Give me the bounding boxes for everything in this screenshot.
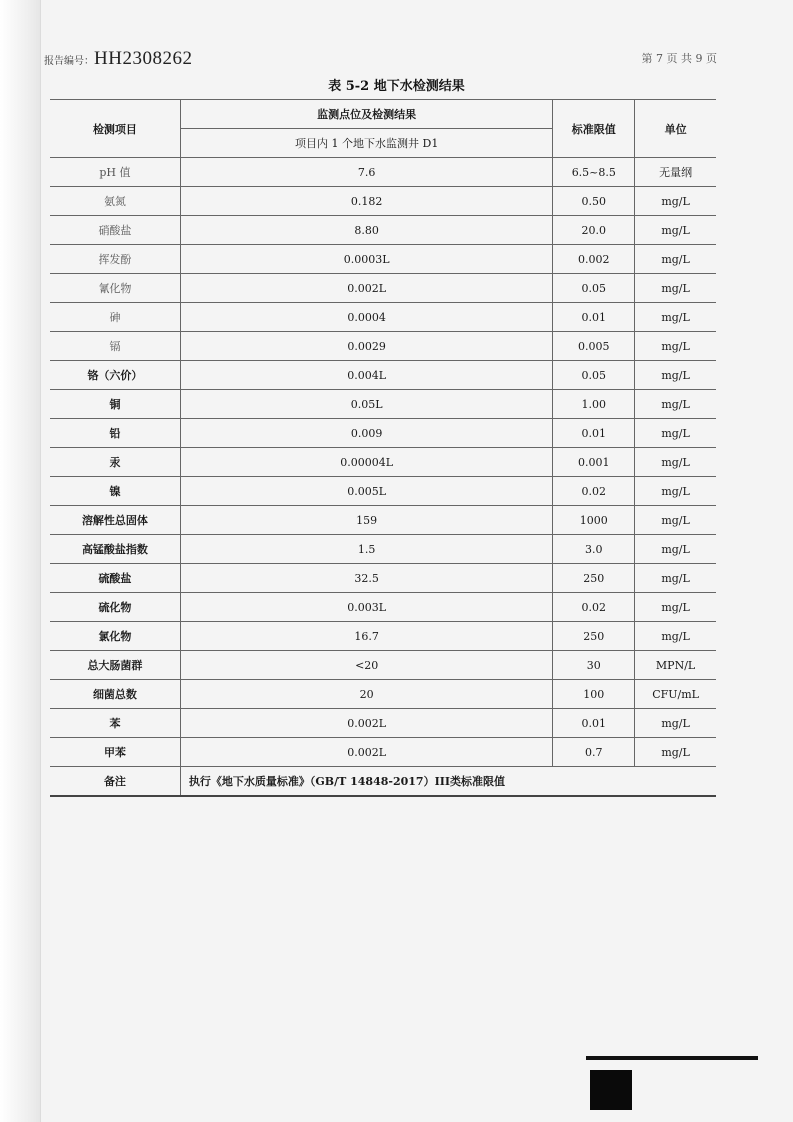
cell-result: 0.002L xyxy=(180,738,553,767)
cell-unit: mg/L xyxy=(635,216,716,245)
cell-result: 0.00004L xyxy=(180,448,553,477)
cell-unit: mg/L xyxy=(635,187,716,216)
cell-test-item: 氯化物 xyxy=(50,622,180,651)
cell-unit: mg/L xyxy=(635,245,716,274)
cell-test-item: 苯 xyxy=(50,709,180,738)
cell-limit: 0.002 xyxy=(553,245,635,274)
cell-test-item: 甲苯 xyxy=(50,738,180,767)
cell-unit: mg/L xyxy=(635,274,716,303)
cell-result: 0.182 xyxy=(180,187,553,216)
cell-unit: mg/L xyxy=(635,419,716,448)
table-row xyxy=(50,274,716,303)
cell-result: 0.004L xyxy=(180,361,553,390)
cell-unit: CFU/mL xyxy=(635,680,716,709)
cell-test-item: 镉 xyxy=(50,332,180,361)
cell-result: 32.5 xyxy=(180,564,553,593)
cell-unit: mg/L xyxy=(635,622,716,651)
cell-result: 0.0003L xyxy=(180,245,553,274)
cell-result: 159 xyxy=(180,506,553,535)
cell-unit: 无量纲 xyxy=(635,158,716,187)
report-number-header xyxy=(44,48,192,70)
cell-test-item: 汞 xyxy=(50,448,180,477)
cell-result: 0.002L xyxy=(180,274,553,303)
cell-result: 0.0004 xyxy=(180,303,553,332)
table-row xyxy=(50,245,716,274)
table-row xyxy=(50,303,716,332)
cell-test-item: 溶解性总固体 xyxy=(50,506,180,535)
table-row xyxy=(50,448,716,477)
cell-limit: 0.7 xyxy=(553,738,635,767)
table-row xyxy=(50,419,716,448)
table-row xyxy=(50,738,716,767)
cell-test-item: 细菌总数 xyxy=(50,680,180,709)
cell-unit: mg/L xyxy=(635,448,716,477)
cell-limit: 0.01 xyxy=(553,419,635,448)
cell-test-item: 镍 xyxy=(50,477,180,506)
cell-limit: 100 xyxy=(553,680,635,709)
table-row xyxy=(50,680,716,709)
table-row xyxy=(50,361,716,390)
table-row xyxy=(50,158,716,187)
table-row xyxy=(50,622,716,651)
footer-mark xyxy=(590,1070,632,1110)
header-test-item: 检测项目 xyxy=(50,100,180,158)
table-row xyxy=(50,187,716,216)
cell-result: 8.80 xyxy=(180,216,553,245)
table-row xyxy=(50,709,716,738)
cell-limit: 250 xyxy=(553,564,635,593)
cell-test-item: 挥发酚 xyxy=(50,245,180,274)
cell-unit: mg/L xyxy=(635,361,716,390)
header-location-result: 监测点位及检测结果 xyxy=(180,100,553,129)
page-binding-edge xyxy=(0,0,41,1122)
cell-test-item: 铅 xyxy=(50,419,180,448)
table-row xyxy=(50,651,716,680)
cell-result: 7.6 xyxy=(180,158,553,187)
cell-result: 16.7 xyxy=(180,622,553,651)
cell-unit: mg/L xyxy=(635,332,716,361)
cell-unit: mg/L xyxy=(635,506,716,535)
cell-unit: MPN/L xyxy=(635,651,716,680)
remark-text: 执行《地下水质量标准》（GB/T 14848-2017）III类标准限值 xyxy=(180,767,716,797)
cell-limit: 0.001 xyxy=(553,448,635,477)
cell-test-item: 硫酸盐 xyxy=(50,564,180,593)
cell-unit: mg/L xyxy=(635,738,716,767)
cell-result: 0.005L xyxy=(180,477,553,506)
cell-limit: 0.05 xyxy=(553,361,635,390)
cell-limit: 1.00 xyxy=(553,390,635,419)
table-row xyxy=(50,477,716,506)
page-indicator: 第 7 页 共 9 页 xyxy=(641,52,717,65)
cell-unit: mg/L xyxy=(635,303,716,332)
cell-test-item: 硫化物 xyxy=(50,593,180,622)
cell-test-item: pH 值 xyxy=(50,158,180,187)
cell-result: 20 xyxy=(180,680,553,709)
table-row xyxy=(50,332,716,361)
cell-test-item: 总大肠菌群 xyxy=(50,651,180,680)
cell-limit: 30 xyxy=(553,651,635,680)
cell-test-item: 铜 xyxy=(50,390,180,419)
cell-result: 0.05L xyxy=(180,390,553,419)
cell-limit: 3.0 xyxy=(553,535,635,564)
cell-limit: 0.05 xyxy=(553,274,635,303)
table-row xyxy=(50,506,716,535)
cell-limit: 1000 xyxy=(553,506,635,535)
cell-result: 0.009 xyxy=(180,419,553,448)
cell-unit: mg/L xyxy=(635,477,716,506)
table-row xyxy=(50,593,716,622)
cell-test-item: 氨氮 xyxy=(50,187,180,216)
cell-unit: mg/L xyxy=(635,535,716,564)
cell-result: 0.003L xyxy=(180,593,553,622)
report-number: HH2308262 xyxy=(94,48,193,69)
report-number-label: 报告编号： xyxy=(44,56,94,67)
header-standard-limit: 标准限值 xyxy=(553,100,635,158)
cell-limit: 0.02 xyxy=(553,477,635,506)
cell-limit: 0.01 xyxy=(553,303,635,332)
remark-label: 备注 xyxy=(50,767,180,797)
cell-test-item: 硝酸盐 xyxy=(50,216,180,245)
cell-unit: mg/L xyxy=(635,709,716,738)
cell-unit: mg/L xyxy=(635,564,716,593)
cell-result: 0.002L xyxy=(180,709,553,738)
groundwater-results-table xyxy=(50,99,716,797)
cell-result: 0.0029 xyxy=(180,332,553,361)
cell-limit: 6.5~8.5 xyxy=(553,158,635,187)
cell-limit: 0.02 xyxy=(553,593,635,622)
cell-test-item: 砷 xyxy=(50,303,180,332)
header-monitoring-well: 项目内 1 个地下水监测井 D1 xyxy=(180,129,553,158)
cell-test-item: 氰化物 xyxy=(50,274,180,303)
cell-limit: 250 xyxy=(553,622,635,651)
cell-test-item: 铬（六价） xyxy=(50,361,180,390)
cell-result: <20 xyxy=(180,651,553,680)
cell-limit: 0.005 xyxy=(553,332,635,361)
table-row xyxy=(50,564,716,593)
table-row xyxy=(50,216,716,245)
cell-result: 1.5 xyxy=(180,535,553,564)
cell-unit: mg/L xyxy=(635,593,716,622)
cell-limit: 20.0 xyxy=(553,216,635,245)
table-title: 表 5-2 地下水检测结果 xyxy=(328,79,465,94)
table-row xyxy=(50,390,716,419)
footer-rule xyxy=(586,1056,758,1060)
cell-limit: 0.01 xyxy=(553,709,635,738)
table-row xyxy=(50,535,716,564)
cell-limit: 0.50 xyxy=(553,187,635,216)
header-unit: 单位 xyxy=(635,100,716,158)
cell-test-item: 高锰酸盐指数 xyxy=(50,535,180,564)
cell-unit: mg/L xyxy=(635,390,716,419)
